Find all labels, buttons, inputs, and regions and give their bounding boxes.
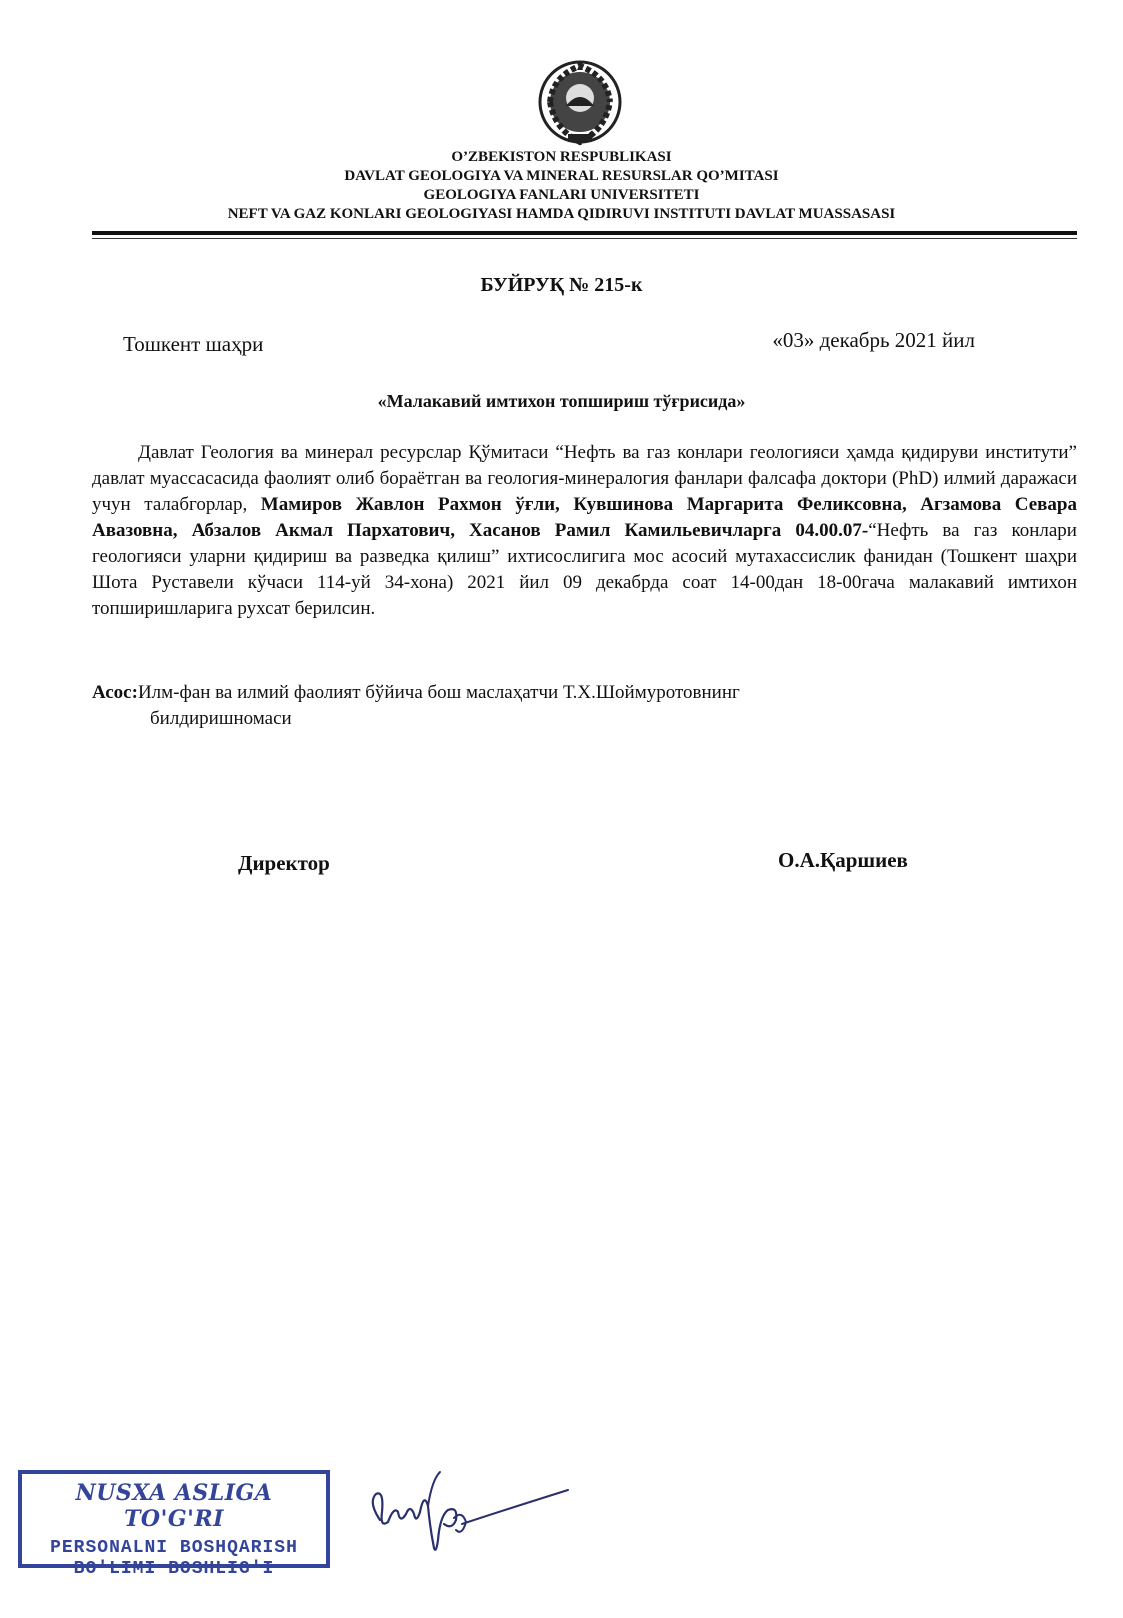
body-text-intro: Давлат Геология ва минерал ресурслар Қўмитаси “Нефть ва газ конлари геологияси ҳамда қидируви институти” давлат муассасасида фаолият олиб бораётган ва геология-минералогия фанлари фалсафа доктори (PhD) илмий даражаси учун талабгорлар,	[92, 442, 1077, 515]
order-body	[92, 440, 1077, 622]
header-country: O’ZBEKISTON RESPUBLIKASI	[451, 149, 672, 165]
body-text-decision: “Нефть ва газ конлари геологияси уларни қидириш ва разведка қилиш” ихтисослигига мос асосий мутахассислик фанидан (Тошкент шаҳри Шота Руставели кўчаси 114-уй 34-хона) 2021 йил 09 декабрда соат 14-00дан 18-00гача малакавий имтихон топширишларига рухсат берилсин.	[92, 520, 1077, 619]
header-university: GEOLOGIYA FANLARI UNIVERSITETI	[423, 187, 700, 203]
order-city: Тошкент шаҳри	[123, 332, 264, 356]
header-committee: DAVLAT GEOLOGIYA VA MINERAL RESURSLAR QO’MITASI	[344, 168, 779, 184]
director-title: Директор	[238, 851, 330, 875]
order-date: «03» декабрь 2021 йил	[772, 328, 975, 352]
handwritten-signature-icon	[358, 1462, 598, 1562]
stamp-line1: NUSXA ASLIGA TO'G'RI	[75, 1480, 273, 1532]
stamp-line3: BO'LIMI BOSHLIG'I	[73, 1559, 275, 1579]
basis-label: Асос:	[92, 682, 138, 703]
header-divider-thick	[92, 231, 1077, 235]
certification-stamp	[18, 1470, 330, 1579]
header-divider-thin	[92, 238, 1077, 239]
basis-text-line2: билдиришномаси	[150, 708, 292, 729]
order-title: БУЙРУҚ № 215-к	[480, 274, 643, 296]
state-emblem-icon	[533, 58, 627, 150]
stamp-line2: PERSONALNI BOSHQARISH	[50, 1538, 298, 1558]
header-institute: NEFT VA GAZ KONLARI GEOLOGIYASI HAMDA QIDIRUVI INSTITUTI DAVLAT MUASSASASI	[227, 206, 896, 222]
order-subject: «Малакавий имтихон топшириш тўғрисида»	[377, 391, 746, 411]
order-basis	[92, 680, 1077, 732]
body-candidate-names: Мамиров Жавлон Рахмон ўғли, Кувшинова Маргарита Феликсовна, Агзамова Севара Авазовна, Абзалов Акмал Пархатович, Хасанов Рамил Камильевичларга 04.00.07-	[92, 494, 1077, 541]
basis-text-line1: Илм-фан ва илмий фаолият бўйича бош маслаҳатчи Т.Х.Шоймуротовнинг	[137, 682, 740, 703]
director-name: О.А.Қаршиев	[778, 848, 908, 872]
